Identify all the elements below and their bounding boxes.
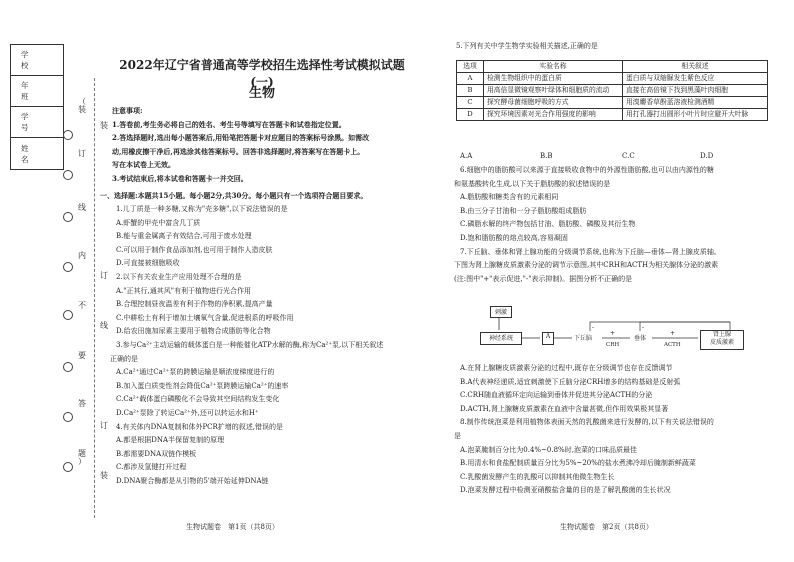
school-field-label: 学 校 — [11, 45, 63, 76]
question-line: A.都是根据DNA半保留复制的原理 — [116, 436, 225, 445]
question-line: C.CRH随血液循环定向运输到垂体并促进其分泌ACTH的分泌 — [460, 391, 653, 400]
hole-circle — [63, 212, 73, 222]
binding-char: 装 — [100, 121, 108, 130]
binding-char: 不 — [78, 301, 86, 310]
question-line: D.给农田施加尿素主要用于植物合成脂肪等化合物 — [116, 327, 271, 336]
question-line: C.Ca²⁺载体蛋白磷酸化不会导致其空间结构发生变化 — [116, 395, 280, 404]
pituitary-label: 垂体 — [634, 335, 647, 342]
binding-char: 线 — [78, 203, 86, 212]
adrenal-box: 肾上腺 皮质激素 — [700, 330, 744, 350]
table-row — [457, 85, 768, 97]
question-line: D.DNA聚合酶都是从引物的5'端开始延伸DNA链 — [116, 476, 269, 485]
right-questions-b — [450, 362, 714, 498]
binding-char: 要 — [78, 351, 86, 360]
question-line: B.能与重金属离子有效结合,可用于废水处理 — [116, 232, 252, 241]
option-cell: B — [457, 85, 484, 97]
hole-circle — [63, 412, 73, 422]
question-line: C.磷脂水解的终产物包括甘油、脂肪酸、磷酸及其衍生物 — [460, 220, 636, 229]
question-line: 3.参与Ca²⁺主动运输的载体蛋白是一种能催化ATP水解的酶,称为Ca²⁺泵,以下相关叙述 — [116, 340, 384, 349]
description-cell: 蛋白质与双缩脲发生紫色反应 — [623, 73, 768, 85]
hole-circle — [63, 262, 73, 272]
notes-heading: 注意事项: — [112, 106, 143, 115]
hole-circle — [63, 462, 73, 472]
question-line: B.都需要DNA双链作模板 — [116, 449, 197, 458]
question-line: D.饱和脂肪酸的熔点较高,容易凝固 — [460, 233, 568, 242]
question-line: 是 — [454, 431, 461, 440]
table-row — [457, 97, 768, 109]
q5-option-c: C.C — [622, 152, 635, 160]
question-line: A.脂肪酸和糖类含有的元素相同 — [460, 193, 559, 202]
binding-char: 内 — [78, 251, 86, 260]
binding-char: 题 — [78, 449, 86, 458]
description-cell: 用溴麝香草酚蓝溶液检测酒精 — [623, 97, 768, 109]
a-box: A — [542, 332, 554, 345]
name-field-label: 姓 名 — [21, 143, 50, 164]
table-header-row — [457, 61, 768, 73]
question-line: C.中耕松土有利于增加土壤氧气含量,促进根系的呼吸作用 — [116, 313, 294, 322]
binding-char: ） — [78, 457, 86, 466]
binding-char: 装 — [78, 105, 86, 114]
question-line: 8.制作传统泡菜是利用植物体表面天然的乳酸菌来进行发酵的,以下有关说法错误的 — [460, 418, 714, 427]
plus-sign: + — [610, 330, 616, 337]
class-field-label: 年 班 — [11, 76, 63, 107]
minus-sign: - — [592, 324, 595, 331]
question-line: 和氨基酸转化生成,以下关于脂肪酸的叙述错误的是 — [454, 179, 611, 188]
student-id-field-label: 学 号 — [11, 107, 63, 138]
question-line: B.加入蛋白质变性剂会降低Ca²⁺泵跨膜运输Ca²⁺的速率 — [116, 381, 289, 390]
question-line: B.用清水和食盐配制质量百分比为5%~20%的盐水煮沸冷却后腌制新鲜蔬菜 — [460, 459, 696, 468]
question-line: D.Ca²⁺泵除了转运Ca²⁺外,还可以转运水和H⁺ — [116, 408, 259, 417]
page-footer-left: 生物试题卷 第1页（共8页） — [186, 523, 279, 531]
q5-option-b: B.B — [540, 152, 553, 160]
binding-char: 答 — [78, 399, 86, 408]
header-cell: 相关叙述 — [623, 61, 768, 73]
binding-char: 订 — [100, 421, 108, 430]
question-line: C.可以用于制作食品添加剂,也可用于制作人造皮肤 — [116, 245, 273, 254]
stimulus-box: 刺激 — [490, 306, 512, 318]
question-line: 1.儿丁质是一种多糖,又称为"壳多糖",以下说法错误的是 — [116, 205, 288, 213]
question-line: 7.下丘脑、垂体和肾上腺功能的分级调节系统,也称为下丘脑—垂体—肾上腺皮质轴。 — [460, 247, 721, 256]
description-cell: 用打孔器打出圆形小叶片时应避开大叶脉 — [623, 109, 768, 121]
question-line: D.可直接被细胞吸收 — [116, 259, 180, 268]
experiment-cell: 探究酵母菌细胞呼吸的方式 — [484, 97, 623, 109]
table-row — [457, 73, 768, 85]
notes-block — [112, 104, 369, 186]
question-line: A.在肾上腺糖皮质激素分泌的过程中,既存在分级调节也存在反馈调节 — [460, 364, 673, 372]
question-line: B.由三分子甘油和一分子脂肪酸组成脂肪 — [460, 206, 587, 215]
minus-sign: - — [642, 324, 645, 331]
q5-option-d: D.D — [700, 152, 714, 160]
table-row — [457, 109, 768, 121]
hole-circle — [63, 310, 73, 320]
note-line: 2.答选择题时,选出每小题答案后,用铅笔把答题卡对应题目的答案标号涂黑。如需改 — [112, 133, 370, 143]
section-heading: 一、选择题:本题共15小题。每小题2分,共30分。每小题只有一个选项符合题目要求。 — [100, 191, 368, 200]
question-line: A.Ca²⁺通过Ca²⁺泵的跨膜运输是顺浓度梯度进行的 — [116, 368, 275, 377]
q5-option-a: A.A — [460, 152, 473, 160]
hole-circle — [63, 170, 73, 180]
header-cell: 选项 — [457, 61, 484, 73]
question-line: C.乳酸菌发酵产生的乳酸可以抑制其他微生物生长 — [460, 472, 615, 481]
hole-circle — [63, 130, 73, 140]
hypothalamus-label: 下丘脑 — [574, 335, 593, 342]
nervous-system-box: 神经系统 — [480, 332, 522, 345]
student-info-box — [10, 44, 64, 170]
question-line: 正确的是 — [110, 354, 138, 363]
note-line: 3.考试结束后,将本试卷和答题卡一并交回。 — [112, 173, 248, 183]
left-questions — [106, 203, 383, 488]
note-line: 动,用橡皮擦干净后,再选涂其他答案标号。回答非选择题时,将答案写在答题卡上。 — [112, 146, 365, 156]
question-line: A.虾蟹的甲壳中富含几丁质 — [116, 218, 201, 227]
header-cell: 实验名称 — [484, 61, 623, 73]
question-line: B.合理控制昼夜温差有利于作物的净积累,提高产量 — [116, 300, 273, 309]
option-cell: D — [457, 109, 484, 121]
q5-stem: 5.下列有关中学生物学实验相关描述,正确的是 — [456, 42, 598, 50]
binding-char: 订 — [78, 149, 86, 158]
subject-title: 生物 — [248, 86, 275, 101]
right-questions-a — [450, 164, 721, 286]
page-footer-right: 生物试题卷 第2页（共8页） — [560, 523, 653, 531]
binding-char: 订 — [100, 271, 108, 280]
question-line: D.ACTH,肾上腺糖皮质激素在血液中含量甚微,但作用效果极其显著 — [460, 404, 669, 413]
binding-char: 线 — [100, 321, 108, 330]
question-line: C.都涉及氢键打开过程 — [116, 463, 187, 472]
binding-char: （ — [78, 97, 86, 106]
question-line: D.泡菜发酵过程中检测亚硝酸盐含量的目的是了解乳酸菌的生长状况 — [460, 486, 671, 495]
experiment-cell: 用高倍显微镜观察叶绿体和细胞质的流动 — [484, 85, 623, 97]
description-cell: 直接在高倍镜下找到黑藻叶肉细胞 — [623, 85, 768, 97]
question-line: B.A代表神经递质,适宜刺激使下丘脑分泌CRH增多的结构基础是反射弧 — [460, 377, 681, 386]
question-line: (注:图中"+"表示促进,"-"表示抑制)。据图分析不正确的是 — [454, 274, 633, 283]
crh-label: CRH — [606, 342, 620, 348]
hole-circle — [63, 362, 73, 372]
option-cell: C — [457, 97, 484, 109]
note-line: 写在本试卷上无效。 — [112, 160, 175, 170]
option-cell: A — [457, 73, 484, 85]
experiment-cell: 检测生物组织中的蛋白质 — [484, 73, 623, 85]
acth-label: ACTH — [664, 342, 681, 348]
q5-table — [456, 60, 768, 121]
question-line: 下图为肾上腺糖皮质激素分泌的调节示意图,其中CRH和ACTH为相关腺体分泌的激素 — [454, 261, 719, 270]
question-line: 4.有关体内DNA复制和体外PCR扩增的叙述,错误的是 — [116, 422, 284, 431]
experiment-cell: 探究环境因素对光合作用强度的影响 — [484, 109, 623, 121]
question-line: A.泡菜腌制百分比为0.4%~0.8%时,泡菜的口味品质最佳 — [460, 445, 637, 454]
question-line: 2.以下有关农业生产应用处理不合理的是 — [116, 272, 242, 281]
hormone-diagram — [480, 300, 770, 356]
plus-sign: + — [670, 330, 676, 337]
question-line: 6.细胞中的脂肪酸可以来源于直接吸收食物中的外源性脂肪酸,也可以由内源性的糖 — [460, 166, 714, 174]
note-line: 1.答卷前,考生务必将自己的姓名、考生号等填写在答题卡和试卷指定位置。 — [112, 119, 346, 129]
question-line: A."正其行,通其风"有利于植物进行光合作用 — [116, 286, 251, 295]
binding-char: 装 — [100, 471, 108, 480]
binding-dashed-line — [94, 78, 95, 518]
exam-title: 2022年辽宁省普通高等学校招生选择性考试模拟试题(一) — [119, 58, 405, 89]
